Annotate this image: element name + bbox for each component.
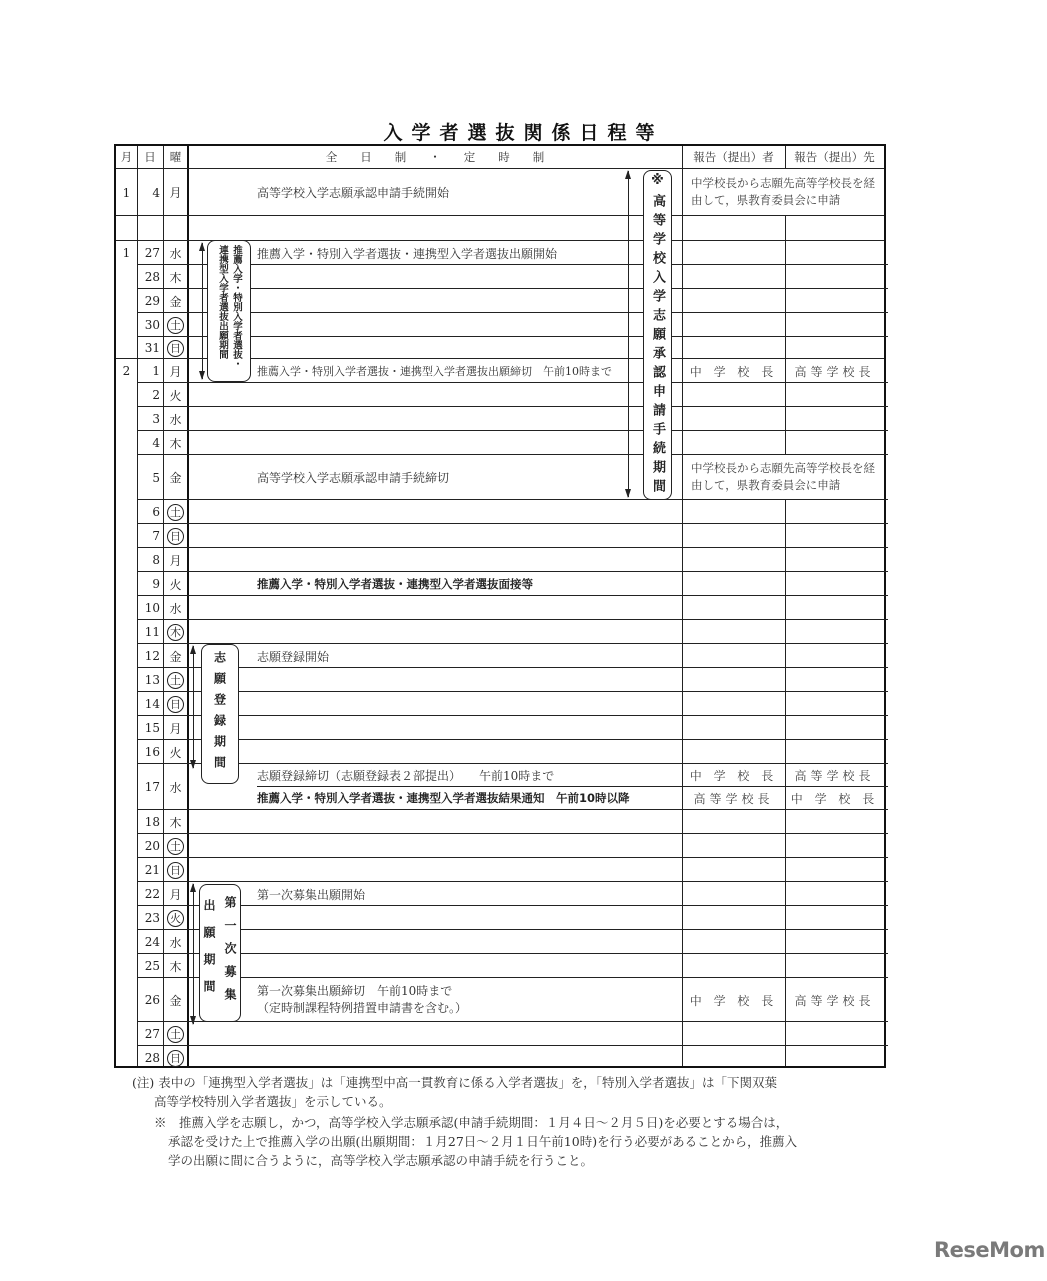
reporter-cell: 中 学 校 長: [689, 364, 778, 379]
weekday-cell: 火: [169, 388, 182, 403]
note-1-cont: 高等学校特別入学者選抜」を示している。: [154, 1094, 392, 1109]
month-cell: [116, 216, 137, 241]
weekday-cell: 月: [169, 887, 182, 902]
header-reporter: 報告（提出）者: [693, 150, 774, 164]
merged-report-cell: 中学校長から志願先高等学校長を経由して，県教育委員会に申請: [683, 169, 884, 215]
day-cell: 2: [152, 388, 160, 402]
day-cell: 5: [152, 470, 160, 485]
month-cell: [116, 548, 137, 572]
month-cell: [116, 740, 137, 764]
row-divider: [137, 430, 888, 431]
day-cell: 24: [144, 935, 160, 949]
weekday-cell: [163, 1046, 188, 1070]
month-cell: [116, 524, 137, 548]
weekday-cell: [163, 620, 188, 644]
row-divider: [137, 382, 888, 383]
weekday-cell: [163, 337, 188, 359]
event-text: 志願登録締切（志願登録表２部提出） 午前10時まで: [257, 768, 555, 783]
month-cell: [116, 1046, 137, 1070]
row-divider: [137, 547, 888, 548]
weekday-cell: [163, 668, 188, 692]
circled-holiday-marker: 土: [167, 838, 184, 855]
day-cell: 3: [152, 412, 160, 426]
month-cell: [116, 954, 137, 978]
approval-period-label: ※高等学校入学志願承認申請手続期間: [643, 170, 672, 500]
recipient-cell: 高等学校長: [794, 768, 875, 783]
event-text: 推薦入学・特別入学者選抜・連携型入学者選抜出願開始: [257, 246, 558, 261]
reporter-cell: 高等学校長: [693, 791, 774, 806]
event-text: [257, 982, 467, 1018]
col-divider: [785, 146, 786, 169]
weekday-cell: 木: [169, 959, 182, 974]
day-cell: 26: [144, 993, 160, 1007]
month-cell: [116, 668, 137, 692]
weekday-cell: 木: [169, 436, 182, 451]
day-cell: 11: [144, 625, 160, 639]
month-cell: [116, 500, 137, 524]
day-cell: 21: [144, 863, 160, 877]
month-cell: [116, 644, 137, 668]
month-cell: [116, 930, 137, 954]
period-arrow-icon: [202, 243, 203, 379]
weekday-cell: 月: [169, 186, 182, 200]
month-cell: [116, 1022, 137, 1046]
row-divider: [137, 499, 888, 500]
header-schedule: 全 日 制 ・ 定 時 制: [325, 150, 545, 164]
col-divider: [682, 146, 683, 1066]
weekday-cell: [163, 906, 188, 930]
event-line: 第一次募集出願締切 午前10時まで: [257, 984, 453, 998]
period-label-text: 第一次募集: [223, 895, 237, 1011]
day-cell: 4: [152, 185, 160, 200]
weekday-cell: 月: [169, 721, 182, 736]
weekday-cell: 木: [169, 815, 182, 830]
weekday-cell: 水: [169, 935, 182, 950]
row-divider: [137, 667, 888, 668]
day-cell: 18: [144, 815, 160, 829]
day-cell: 13: [144, 673, 160, 687]
weekday-cell: 月: [169, 553, 182, 568]
circled-holiday-marker: 日: [167, 696, 184, 713]
day-cell: 22: [144, 887, 160, 901]
month-cell: 1: [122, 185, 131, 200]
row-divider: [137, 905, 888, 906]
row-divider: [137, 691, 888, 692]
weekday-cell: [163, 858, 188, 882]
row-divider: [137, 643, 888, 644]
recipient-cell: 高等学校長: [794, 993, 875, 1008]
header-month: 月: [120, 150, 133, 164]
month-cell: [116, 265, 137, 289]
day-cell: 27: [144, 246, 160, 260]
row-divider: [116, 215, 884, 216]
month-cell: [116, 764, 137, 810]
event-text: 高等学校入学志願承認申請手続締切: [257, 471, 450, 485]
note-2-cont2: 学の出願に間に合うように，高等学校入学志願承認の申請手続を行うこと。: [168, 1153, 594, 1168]
day-cell: 6: [152, 505, 160, 519]
weekday-cell: [163, 500, 188, 524]
weekday-cell: 金: [169, 993, 182, 1008]
weekday-cell: [163, 834, 188, 858]
day-cell: 31: [144, 341, 160, 355]
day-cell: [137, 216, 163, 241]
month-cell: [116, 692, 137, 716]
day-cell: 16: [144, 745, 160, 759]
row-divider: [137, 595, 888, 596]
day-cell: 28: [144, 270, 160, 284]
month-cell: [116, 572, 137, 596]
schedule-table: [114, 144, 886, 1068]
row-divider: [137, 1045, 888, 1046]
circled-holiday-marker: 木: [167, 624, 184, 641]
weekday-cell: [163, 524, 188, 548]
month-cell: 1: [122, 246, 131, 260]
circled-holiday-marker: 土: [167, 317, 184, 334]
event-text: 推薦入学・特別入学者選抜・連携型入学者選抜出願締切 午前10時まで: [257, 365, 612, 378]
footnotes: [132, 1073, 932, 1170]
period-label-text: 連携型入学者選抜出願期間: [217, 245, 228, 359]
circled-holiday-marker: 日: [167, 862, 184, 879]
header-day: 日: [144, 150, 156, 164]
month-cell: [116, 834, 137, 858]
weekday-cell: [163, 313, 188, 337]
row-divider: [137, 809, 888, 810]
weekday-cell: [163, 1022, 188, 1046]
weekday-cell: [163, 216, 188, 241]
recommendation-period-label: [207, 240, 251, 382]
month-cell: [116, 383, 137, 407]
header-weekday: 曜: [169, 150, 182, 164]
reporter-cell: 中 学 校 長: [689, 993, 778, 1008]
reporter-cell: 中 学 校 長: [689, 768, 778, 783]
event-text: 第一次募集出願開始: [257, 887, 366, 902]
row-divider: [137, 929, 888, 930]
day-cell: 17: [144, 780, 160, 794]
row-divider: [137, 1021, 888, 1022]
day-cell: 30: [144, 318, 160, 332]
day-cell: 27: [144, 1027, 160, 1041]
circled-holiday-marker: 土: [167, 1026, 184, 1043]
period-arrow-icon: [193, 646, 194, 768]
recipient-cell: 中 学 校 長: [790, 791, 879, 806]
first-recruitment-period-label: [199, 884, 241, 1022]
month-cell: [116, 810, 137, 834]
weekday-cell: 水: [169, 601, 182, 616]
day-cell: 14: [144, 697, 160, 711]
day-cell: 15: [144, 721, 160, 735]
day-cell: 29: [144, 294, 160, 308]
period-arrow-icon: [193, 884, 194, 1024]
note-2-cont: 承認を受けた上で推薦入学の出願(出願期間：１月27日～２月１日午前10時)を行う必要があることから，推薦入: [168, 1134, 798, 1149]
weekday-cell: 金: [169, 294, 182, 309]
weekday-cell: 金: [169, 471, 182, 485]
circled-holiday-marker: 土: [167, 672, 184, 689]
registration-period-label: 志願登録期間: [201, 644, 239, 784]
event-text: 高等学校入学志願承認申請手続開始: [257, 186, 450, 200]
month-cell: [116, 407, 137, 431]
weekday-cell: 水: [169, 412, 182, 427]
col-divider: [785, 169, 786, 1066]
day-cell: 28: [144, 1051, 160, 1065]
day-cell: 25: [144, 959, 160, 973]
month-cell: [116, 337, 137, 359]
event-text-bold: 推薦入学・特別入学者選抜・連携型入学者選抜結果通知 午前10時以降: [257, 791, 630, 805]
recipient-cell: 高等学校長: [794, 364, 875, 379]
day-cell: 23: [144, 911, 160, 925]
page-title: 入学者選抜関係日程等: [383, 122, 664, 144]
weekday-cell: 水: [169, 780, 182, 795]
row-divider: [137, 715, 888, 716]
month-cell: [116, 431, 137, 455]
period-label-text: 出願期間: [202, 899, 216, 1007]
weekday-cell: 火: [169, 745, 182, 760]
event-text-bold: 推薦入学・特別入学者選抜・連携型入学者選抜面接等: [257, 577, 533, 591]
event-text: 志願登録開始: [257, 649, 330, 664]
row-divider: [137, 857, 888, 858]
day-cell: 1: [152, 364, 160, 378]
circled-holiday-marker: 日: [167, 1050, 184, 1067]
day-cell: 8: [152, 553, 160, 567]
event-subline: （定時制課程特例措置申請書を含む。）: [257, 1001, 468, 1015]
note-2: ※ 推薦入学を志願し，かつ，高等学校入学志願承認(申請手続期間：１月４日～２月５日)を必要とする場合は，: [154, 1115, 789, 1130]
month-cell: [116, 289, 137, 313]
month-cell: [116, 313, 137, 337]
row-divider: [137, 881, 888, 882]
month-cell: [116, 906, 137, 930]
weekday-cell: 月: [169, 364, 182, 379]
merged-report-cell: 中学校長から志願先高等学校長を経由して，県教育委員会に申請: [683, 455, 884, 499]
circled-holiday-marker: 土: [167, 504, 184, 521]
row-divider: [137, 619, 888, 620]
note-1: (注) 表中の「連携型入学者選抜」は「連携型中高一貫教育に係る入学者選抜」を，「特別入学者選抜」は「下関双葉: [132, 1075, 777, 1090]
month-cell: [116, 455, 137, 500]
row-divider: [137, 833, 888, 834]
weekday-cell: [163, 692, 188, 716]
weekday-cell: 火: [169, 577, 182, 592]
row-divider: [137, 523, 888, 524]
day-cell: 4: [152, 436, 160, 450]
day-cell: 12: [144, 649, 160, 663]
circled-holiday-marker: 日: [167, 340, 184, 357]
weekday-cell: 金: [169, 649, 182, 664]
circled-holiday-marker: 火: [167, 910, 184, 927]
weekday-cell: 木: [169, 270, 182, 285]
month-cell: [116, 596, 137, 620]
day-cell: 10: [144, 601, 160, 615]
month-cell: [116, 882, 137, 906]
month-cell: [116, 978, 137, 1022]
day-cell: 20: [144, 839, 160, 853]
period-arrow-icon: [628, 171, 629, 497]
day-cell: 9: [152, 577, 160, 591]
header-recipient: 報告（提出）先: [794, 150, 875, 164]
resemom-logo: ReseMom: [934, 1238, 1045, 1262]
row-divider: [137, 953, 888, 954]
day-cell: 7: [152, 529, 160, 543]
row-divider: [137, 406, 888, 407]
month-cell: [116, 620, 137, 644]
month-cell: [116, 716, 137, 740]
month-cell: [116, 858, 137, 882]
circled-holiday-marker: 日: [167, 528, 184, 545]
row-divider: [137, 739, 888, 740]
period-label-text: 推薦入学・特別入学者選抜・: [231, 245, 242, 369]
month-cell: 2: [122, 364, 131, 378]
weekday-cell: 水: [169, 246, 182, 261]
